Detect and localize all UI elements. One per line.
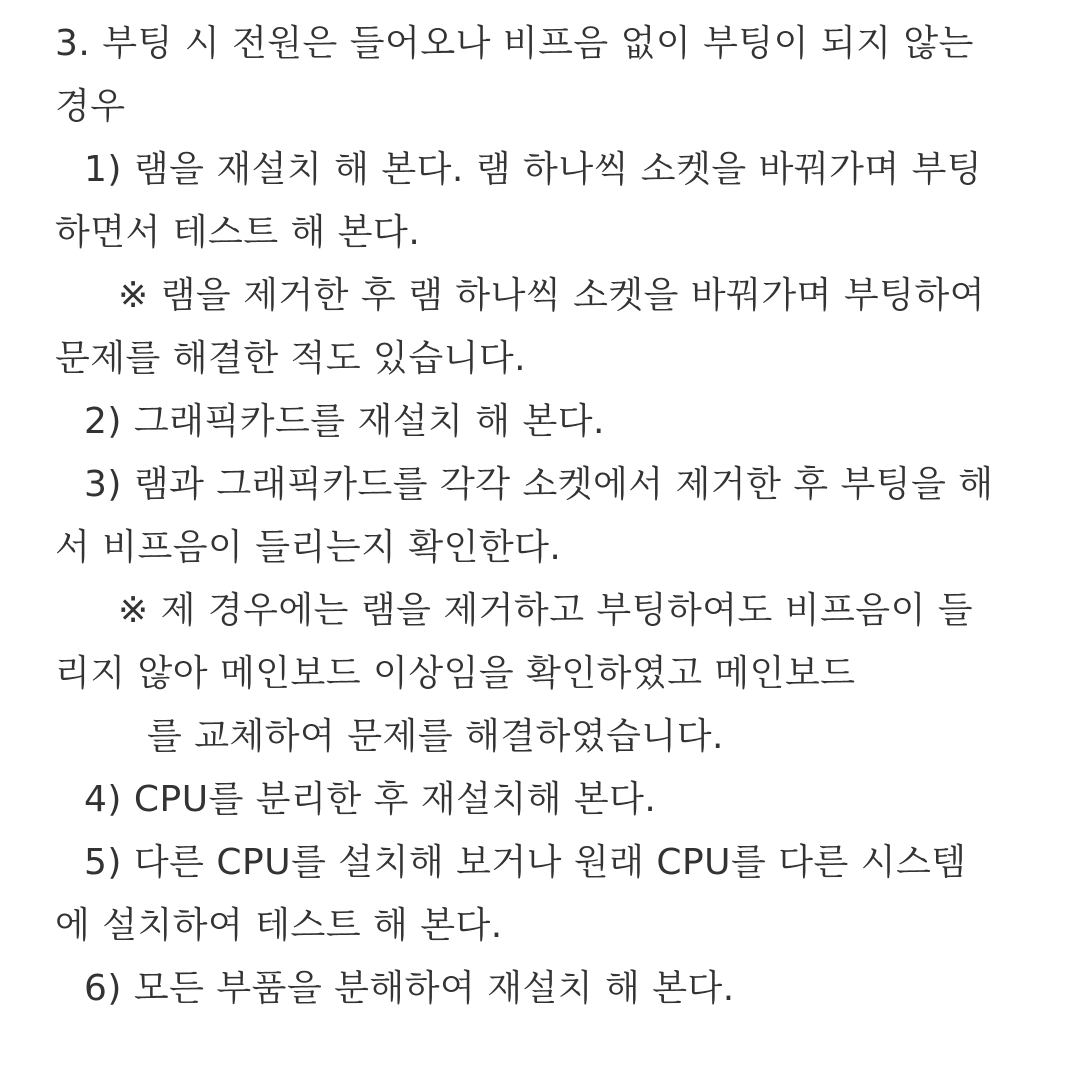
note-2-text-continued: 리지 않아 메인보드 이상임을 확인하였고 메인보드 — [55, 653, 856, 694]
note-2-text: ※ 제 경우에는 램을 제거하고 부팅하여도 비프음이 들 — [118, 590, 974, 631]
step-3-text: 3) 램과 그래픽카드를 각각 소켓에서 제거한 후 부팅을 해 — [84, 464, 994, 505]
section-heading-continued: 경우 — [55, 86, 126, 127]
step-2-text: 2) 그래픽카드를 재설치 해 본다. — [84, 401, 605, 442]
step-5-text: 5) 다른 CPU를 설치해 보거나 원래 CPU를 다른 시스템 — [84, 842, 967, 883]
note-1-text: ※ 램을 제거한 후 램 하나씩 소켓을 바꿔가며 부팅하여 — [118, 275, 986, 316]
step-3-text-continued: 서 비프음이 들리는지 확인한다. — [55, 527, 562, 568]
step-1-text: 1) 램을 재설치 해 본다. 램 하나씩 소켓을 바꿔가며 부팅 — [84, 149, 983, 190]
step-5-text-continued: 에 설치하여 테스트 해 본다. — [55, 905, 503, 946]
step-6-text: 6) 모든 부품을 분해하여 재설치 해 본다. — [84, 968, 735, 1009]
step-4-text: 4) CPU를 분리한 후 재설치해 본다. — [84, 779, 657, 820]
note-2-text-end: 를 교체하여 문제를 해결하였습니다. — [147, 716, 724, 757]
section-heading: 3. 부팅 시 전원은 들어오나 비프음 없이 부팅이 되지 않는 — [55, 23, 974, 64]
note-1-text-continued: 문제를 해결한 적도 있습니다. — [55, 338, 527, 379]
step-1-text-continued: 하면서 테스트 해 본다. — [55, 212, 421, 253]
